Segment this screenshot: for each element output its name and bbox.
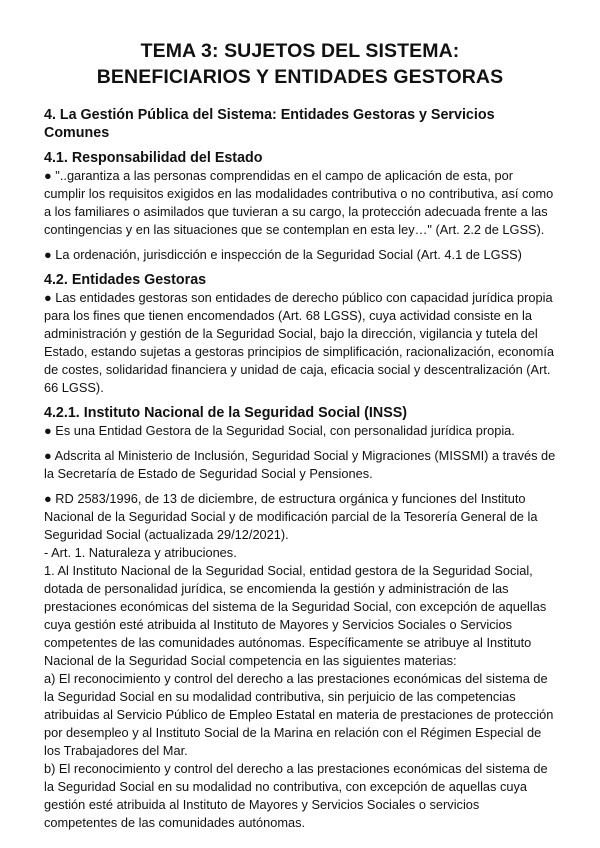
section-4-2-1-article-1: - Art. 1. Naturaleza y atribuciones.	[44, 545, 237, 560]
section-4-1-paragraph-1: ● "..garantiza a las personas comprendidas en el campo de aplicación de esta, por cumplir los requisitos exigidos en las modalidades contributiva o no contributiva, así como a los familiares o asimilados que tuvieran a su cargo, la protección adecuada frente a las contingencias y en las situaciones que se contemplan en esta ley…" (Art. 2.2 de LGSS).	[44, 168, 554, 237]
section-4-1-heading: 4.1. Responsabilidad del Estado	[44, 150, 263, 166]
section-4-1-paragraph-2: ● La ordenación, jurisdicción e inspección de la Seguridad Social (Art. 4.1 de LGSS)	[44, 247, 522, 262]
section-4-2-heading: 4.2. Entidades Gestoras	[44, 272, 207, 288]
section-4-2-paragraph-1: ● Las entidades gestoras son entidades de derecho público con capacidad jurídica propia para los fines que tienen encomendados (Art. 68 LGSS), cuya actividad consiste en la administración y gestión de la Seguridad Social, bajo la dirección, vigilancia y tutela del Estado, estando sujetas a gestoras principios de simplificación, racionalización, economía de costes, solidaridad financiera y unidad de caja, eficacia social y descentralización (Art. 66 LGSS).	[44, 290, 555, 395]
section-4-heading: 4. La Gestión Pública del Sistema: Entidades Gestoras y Servicios Comunes	[44, 107, 495, 141]
section-4-2-1-heading: 4.2.1. Instituto Nacional de la Seguridad Social (INSS)	[44, 405, 408, 421]
section-4-2-1-paragraph-2: ● Adscrita al Ministerio de Inclusión, Seguridad Social y Migraciones (MISSMI) a través de la Secretaría de Estado de Seguridad Social y Pensiones.	[44, 448, 556, 481]
title-line-1: TEMA 3: SUJETOS DEL SISTEMA:	[140, 40, 460, 62]
section-4-2-1-item-a: a) El reconocimiento y control del derecho a las prestaciones económicas del sistema de la Seguridad Social en su modalidad contributiva, sin perjuicio de las competencias atribuidas al Servicio Público de Empleo Estatal en materia de prestaciones de protección por desempleo y al Instituto Social de la Marina en relación con el Régimen Especial de los Trabajadores del Mar.	[44, 671, 554, 758]
section-4-2-1-paragraph-5: 1. Al Instituto Nacional de la Seguridad Social, entidad gestora de la Seguridad Social, dotada de personalidad jurídica, se encomienda la gestión y administración de las prestaciones económicas del sistema de la Seguridad Social, con excepción de aquellas cuya gestión esté atribuida al Instituto de Mayores y Servicios Sociales o Servicios competentes de las comunidades autónomas. Específicamente se atribuye al Instituto Nacional de la Seguridad Social competencia en las siguientes materias:	[44, 563, 547, 668]
document-title	[44, 38, 556, 90]
title-line-2: BENEFICIARIOS Y ENTIDADES GESTORAS	[96, 66, 504, 88]
section-4-2-1-paragraph-1: ● Es una Entidad Gestora de la Seguridad Social, con personalidad jurídica propia.	[44, 423, 515, 438]
section-4-2-1-paragraph-3: ● RD 2583/1996, de 13 de diciembre, de estructura orgánica y funciones del Instituto Nacional de la Seguridad Social y de modificación parcial de la Tesorería General de la Seguridad Social (actualizada 29/12/2021).	[44, 491, 538, 542]
section-4-2-1-item-b: b) El reconocimiento y control del derecho a las prestaciones económicas del sistema de la Seguridad Social en su modalidad no contributiva, con excepción de aquellas cuya gestión esté atribuida al Instituto de Mayores y Servicios Sociales o servicios competentes de las comunidades autónomas.	[44, 761, 548, 830]
